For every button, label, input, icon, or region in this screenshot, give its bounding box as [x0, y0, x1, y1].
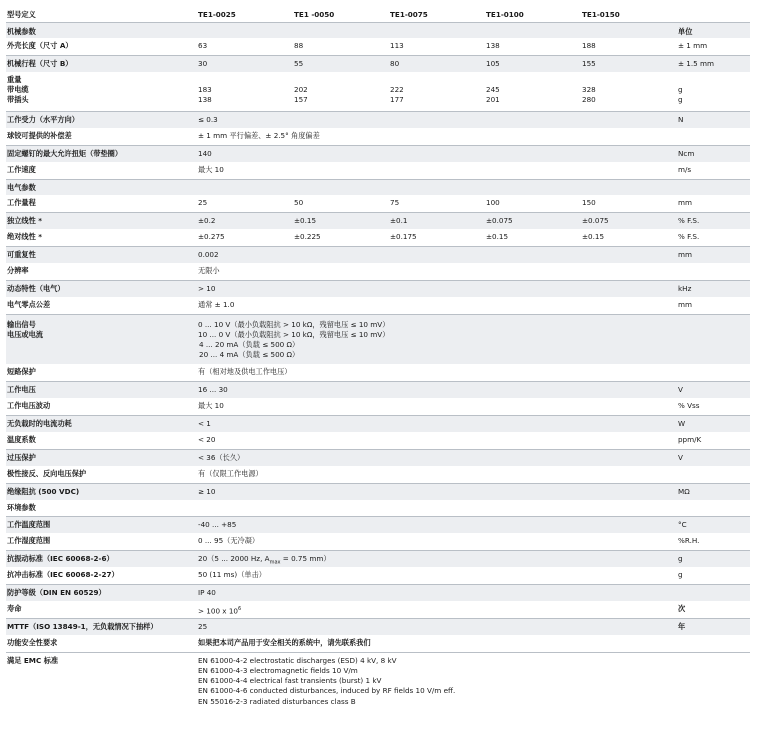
cell-unit: g: [678, 567, 750, 584]
cell-value: 75: [390, 195, 486, 212]
cell-value: 有（相对地及供电工作电压）: [198, 364, 678, 381]
cell-value: ±0.075: [486, 212, 582, 229]
row-label: 动态特性（电气）: [6, 280, 198, 297]
cell-unit: [678, 263, 750, 280]
row-label: 固定螺钉的最大允许扭矩（带垫圈）: [6, 145, 198, 162]
row-label: 工作电压波动: [6, 398, 198, 415]
table-row: [6, 466, 750, 483]
cell-unit: 次: [678, 601, 750, 618]
row-label: [6, 72, 198, 111]
cell-value: [582, 72, 678, 111]
row-label: 绝对线性 *: [6, 229, 198, 246]
table-row: [6, 618, 750, 635]
cell-value: 25: [198, 618, 678, 635]
table-row-output: [6, 314, 750, 364]
cell-value: ± 1 mm 平行偏差、± 2.5° 角度偏差: [198, 128, 678, 145]
model-header: TE1-0075: [390, 6, 486, 22]
cell-value: 最大 10: [198, 398, 678, 415]
table-row: [6, 364, 750, 381]
cell-value: [390, 72, 486, 111]
cell-value: ±0.15: [486, 229, 582, 246]
cell-value: > 10: [198, 280, 678, 297]
table-row: [6, 584, 750, 601]
life-value: > 100 x 10: [198, 606, 238, 616]
cell-value: [198, 652, 750, 714]
cell-unit: %R.H.: [678, 533, 750, 550]
cell-value: < 1: [198, 415, 678, 432]
weight-plug-value: 138: [198, 95, 212, 105]
table-row: [6, 449, 750, 466]
cell-unit: [678, 584, 750, 601]
cell-unit: m/s: [678, 162, 750, 179]
cell-value: 140: [198, 145, 678, 162]
cell-value: 100: [486, 195, 582, 212]
row-label: MTTF（ISO 13849-1，无负载情况下抽样）: [6, 618, 198, 635]
section-row: [6, 500, 750, 516]
cell-unit: V: [678, 381, 750, 398]
row-label: 温度系数: [6, 432, 198, 449]
cell-value: < 20: [198, 432, 678, 449]
cell-value: 30: [198, 55, 294, 72]
cell-unit: % F.S.: [678, 212, 750, 229]
section-title: 电气参数: [6, 179, 198, 195]
cell-value: 25: [198, 195, 294, 212]
model-header-row: [6, 6, 750, 22]
cell-unit: % Vss: [678, 398, 750, 415]
cell-value: [294, 72, 390, 111]
cell-value: ±0.1: [390, 212, 486, 229]
cell-value: 80: [390, 55, 486, 72]
weight-plug-value: 280: [582, 95, 596, 105]
cell-value: ≥ 10: [198, 483, 678, 500]
weight-plug-label: 带插头: [7, 95, 29, 105]
cell-unit: mm: [678, 195, 750, 212]
emc-standard: EN 61000-4-4 electrical fast transients (burst) 1 kV: [198, 676, 382, 686]
vibration-value: 20（5 ... 2000 Hz, A: [198, 553, 270, 563]
row-label: 工作电压: [6, 381, 198, 398]
row-label: 功能安全性要求: [6, 635, 198, 652]
row-label: 无负载时的电流功耗: [6, 415, 198, 432]
output-option: 4 ... 20 mA（负载 ≤ 500 Ω）: [199, 339, 300, 349]
weight-cable-value: 202: [294, 85, 308, 95]
cell-value: 有（仅限工作电源）: [198, 466, 678, 483]
life-exponent: 6: [238, 606, 242, 613]
cell-unit: g: [678, 550, 750, 567]
row-label: 工作受力（水平方向）: [6, 111, 198, 128]
cell-value: 188: [582, 38, 678, 55]
emc-standard: EN 55016-2-3 radiated disturbances class B: [198, 696, 356, 706]
vibration-subscript: max: [269, 558, 281, 565]
table-row-weight: [6, 72, 750, 111]
cell-value: [198, 601, 678, 618]
weight-plug-value: 201: [486, 95, 500, 105]
weight-cable-label: 带电缆: [7, 85, 29, 95]
row-label: 电气零点公差: [6, 297, 198, 314]
cell-unit: ± 1 mm: [678, 38, 750, 55]
row-label: 工作温度范围: [6, 516, 198, 533]
spec-table: [6, 6, 750, 714]
table-row: [6, 229, 750, 246]
weight-cable-value: 183: [198, 85, 212, 95]
weight-plug-value: 157: [294, 95, 308, 105]
output-option: 10 ... 0 V（最小负载阻抗 > 10 kΩ，残留电压 ≤ 10 mV）: [198, 329, 390, 339]
output-label-2: 电压或电流: [7, 329, 43, 339]
table-row: [6, 212, 750, 229]
row-label: 球铰可提供的补偿差: [6, 128, 198, 145]
cell-value: 通常 ± 1.0: [198, 297, 678, 314]
section-row: [6, 22, 750, 38]
emc-standard: EN 61000-4-3 electromagnetic fields 10 V/m: [198, 666, 358, 676]
table-row: [6, 483, 750, 500]
row-label: 机械行程（尺寸 B）: [6, 55, 198, 72]
row-label: 抗振动标准（IEC 60068-2-6）: [6, 550, 198, 567]
cell-value: 88: [294, 38, 390, 55]
row-label: 绝缘阻抗 (500 VDC): [6, 483, 198, 500]
output-option: 0 ... 10 V（最小负载阻抗 > 10 kΩ，残留电压 ≤ 10 mV）: [198, 319, 390, 329]
cell-unit: Ncm: [678, 145, 750, 162]
table-row: [6, 246, 750, 263]
output-label: 输出信号: [7, 319, 36, 329]
section-title: 机械参数: [6, 22, 198, 38]
cell-value: 50 (11 ms)（单击）: [198, 567, 678, 584]
cell-value: ±0.175: [390, 229, 486, 246]
cell-value: 16 ... 30: [198, 381, 678, 398]
cell-value: ±0.225: [294, 229, 390, 246]
cell-value: 63: [198, 38, 294, 55]
unit-header: 单位: [678, 22, 750, 38]
table-row: [6, 516, 750, 533]
cell-value: ±0.15: [294, 212, 390, 229]
cell-value: 155: [582, 55, 678, 72]
cell-value: 55: [294, 55, 390, 72]
emc-standard: EN 61000-4-2 electrostatic discharges (ESD) 4 kV, 8 kV: [198, 655, 397, 665]
row-label: 可重复性: [6, 246, 198, 263]
cell-value: -40 ... +85: [198, 516, 678, 533]
table-row: [6, 601, 750, 618]
cell-value: ±0.2: [198, 212, 294, 229]
row-label: 防护等级（DIN EN 60529）: [6, 584, 198, 601]
cell-value: 138: [486, 38, 582, 55]
row-label: 工作速度: [6, 162, 198, 179]
cell-unit: mm: [678, 246, 750, 263]
cell-value: [198, 72, 294, 111]
weight-cable-value: 222: [390, 85, 404, 95]
model-header: TE1-0025: [198, 6, 294, 22]
table-row: [6, 263, 750, 280]
cell-value: 0 ... 95（无冷凝）: [198, 533, 678, 550]
cell-value: 150: [582, 195, 678, 212]
cell-unit: % F.S.: [678, 229, 750, 246]
cell-unit: kHz: [678, 280, 750, 297]
row-label: 满足 EMC 标准: [7, 655, 59, 665]
vibration-value-tail: = 0.75 mm）: [280, 553, 331, 563]
weight-cable-value: 328: [582, 85, 596, 95]
row-label: 极性接反、反向电压保护: [6, 466, 198, 483]
cell-unit: [678, 72, 750, 111]
row-label: 分辨率: [6, 263, 198, 280]
cell-value: 105: [486, 55, 582, 72]
section-row: [6, 179, 750, 195]
cell-value: 50: [294, 195, 390, 212]
table-row: [6, 280, 750, 297]
table-row: [6, 533, 750, 550]
cell-value: 113: [390, 38, 486, 55]
weight-unit: g: [678, 85, 683, 95]
model-header: TE1-0100: [486, 6, 582, 22]
cell-value: [198, 314, 678, 364]
model-header: TE1 -0050: [294, 6, 390, 22]
row-label: 抗冲击标准（IEC 60068-2-27）: [6, 567, 198, 584]
cell-unit: ppm/K: [678, 432, 750, 449]
cell-unit: mm: [678, 297, 750, 314]
table-row: [6, 162, 750, 179]
cell-unit: N: [678, 111, 750, 128]
model-header-label: 型号定义: [6, 6, 198, 22]
table-row: [6, 38, 750, 55]
table-row: [6, 381, 750, 398]
cell-unit: [678, 364, 750, 381]
row-label: 过压保护: [6, 449, 198, 466]
table-row: [6, 55, 750, 72]
table-row: [6, 567, 750, 584]
cell-value: ±0.15: [582, 229, 678, 246]
cell-unit: W: [678, 415, 750, 432]
weight-unit: g: [678, 95, 683, 105]
table-row: [6, 145, 750, 162]
cell-value: [198, 550, 678, 567]
row-label: 独立线性 *: [6, 212, 198, 229]
table-row: [6, 415, 750, 432]
row-label: 寿命: [6, 601, 198, 618]
model-header: TE1-0150: [582, 6, 678, 22]
row-label: 外壳长度（尺寸 A）: [6, 38, 198, 55]
table-row: [6, 128, 750, 145]
cell-value: [486, 72, 582, 111]
table-row: [6, 398, 750, 415]
cell-unit: 年: [678, 618, 750, 635]
cell-value: 无限小: [198, 263, 678, 280]
table-row: [6, 550, 750, 567]
cell-value: 0.002: [198, 246, 678, 263]
weight-plug-value: 177: [390, 95, 404, 105]
row-label: [6, 314, 198, 364]
emc-standard: EN 61000-4-6 conducted disturbances, induced by RF fields 10 V/m eff.: [198, 686, 456, 696]
cell-unit: ± 1.5 mm: [678, 55, 750, 72]
cell-unit: [678, 466, 750, 483]
table-row: [6, 111, 750, 128]
cell-value: IP 40: [198, 584, 678, 601]
table-row-emc: [6, 652, 750, 714]
row-label: 短路保护: [6, 364, 198, 381]
weight-label: 重量: [7, 75, 22, 84]
cell-unit: [678, 128, 750, 145]
table-row: [6, 635, 750, 652]
row-label: 工作湿度范围: [6, 533, 198, 550]
section-title: 环境参数: [6, 500, 198, 516]
table-row: [6, 297, 750, 314]
cell-value: ±0.275: [198, 229, 294, 246]
cell-value: < 36（长久）: [198, 449, 678, 466]
cell-value: 如果把本司产品用于安全相关的系统中，请先联系我们: [198, 635, 750, 652]
cell-value: ±0.075: [582, 212, 678, 229]
weight-cable-value: 245: [486, 85, 500, 95]
table-row: [6, 432, 750, 449]
cell-unit: MΩ: [678, 483, 750, 500]
output-option: 20 ... 4 mA（负载 ≤ 500 Ω）: [199, 350, 300, 360]
cell-unit: V: [678, 449, 750, 466]
cell-unit: °C: [678, 516, 750, 533]
cell-value: ≤ 0.3: [198, 111, 678, 128]
row-label: 工作量程: [6, 195, 198, 212]
cell-value: 最大 10: [198, 162, 678, 179]
table-row: [6, 195, 750, 212]
